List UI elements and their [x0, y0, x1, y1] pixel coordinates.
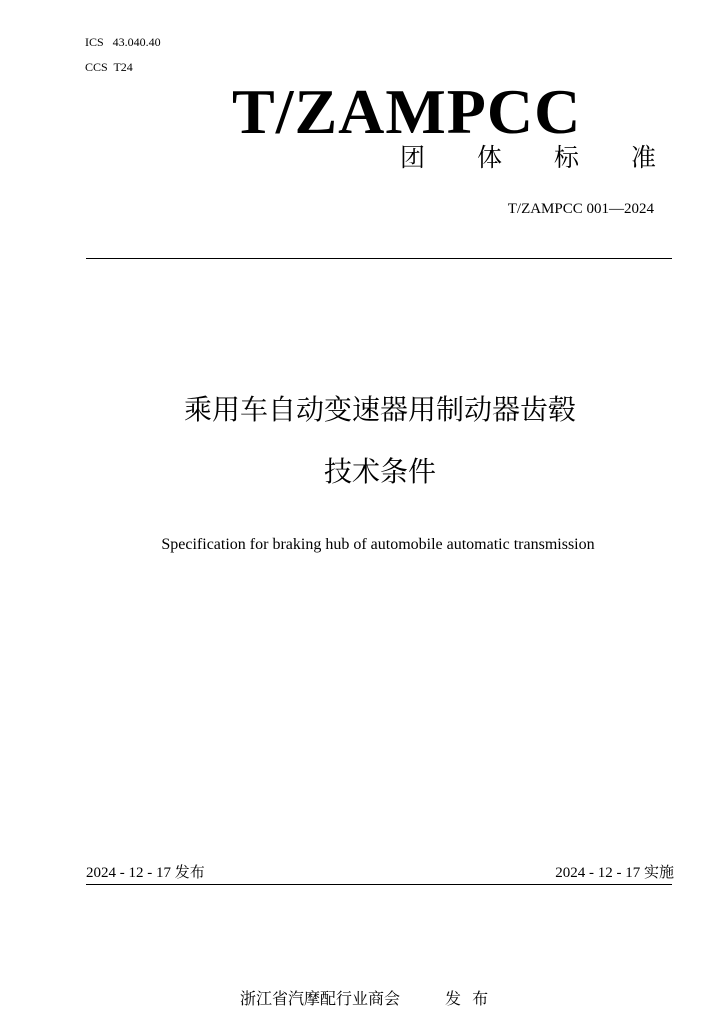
- standard-type-char: 团: [400, 143, 426, 172]
- title-chinese-line-2: 技术条件: [323, 455, 436, 488]
- ccs-code: CCS T24: [85, 60, 133, 74]
- issue-date: [86, 862, 205, 883]
- title-chinese-line-1: 乘用车自动变速器用制动器齿毂: [183, 393, 576, 426]
- title-english: Specification for braking hub of automobile automatic transmission: [161, 536, 595, 553]
- standard-type-label: [400, 144, 656, 172]
- standard-type-char: 准: [630, 143, 656, 172]
- standard-type-char: 体: [476, 143, 502, 172]
- top-divider: [86, 258, 672, 259]
- ics-code: ICS 43.040.40: [85, 35, 161, 49]
- issue-date-label: 发布: [174, 863, 205, 881]
- issue-date-value: 2024 - 12 - 17: [86, 865, 171, 881]
- standard-number: T/ZAMPCC 001—2024: [507, 201, 654, 217]
- standard-type-char: 标: [553, 143, 579, 172]
- implementation-date-value: 2024 - 12 - 17: [555, 865, 641, 881]
- publisher-name: 浙江省汽摩配行业商会: [240, 989, 401, 1008]
- implementation-date-label: 实施: [643, 863, 674, 881]
- implementation-date: [555, 862, 674, 883]
- bottom-divider: [86, 884, 672, 885]
- standard-brand-code: T/ZAMPCC: [232, 76, 582, 147]
- publish-label: 发 布: [445, 989, 489, 1008]
